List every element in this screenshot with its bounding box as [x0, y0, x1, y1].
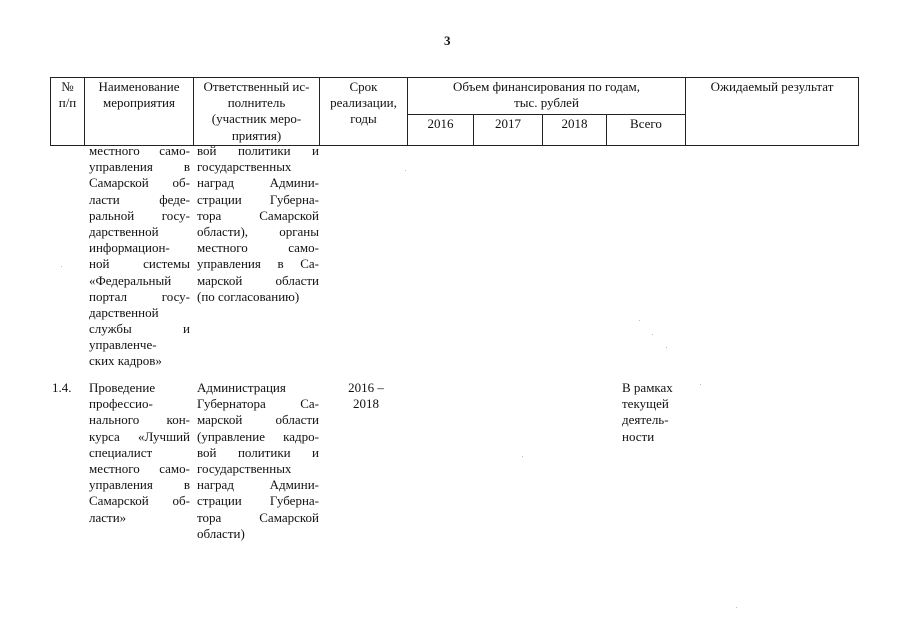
- row-2-num: 1.4.: [52, 380, 72, 395]
- scan-speck: [405, 170, 406, 171]
- scan-speck: [700, 384, 701, 385]
- row-2-responsible: Администрация Губернатора Са- марской области (управление кадро- вой политики и государственных наград Админи- страции Губерна- тора Самарской области): [197, 380, 319, 541]
- scan-speck: [736, 607, 737, 608]
- scan-speck: [639, 320, 640, 321]
- row-2-term: 2016 – 2018: [348, 380, 384, 412]
- header-year-2017: 2017: [474, 114, 543, 145]
- scan-speck: [666, 347, 667, 348]
- header-year-2018: 2018: [543, 114, 607, 145]
- row-2-total: В рамках текущей деятель- ности: [622, 380, 673, 444]
- header-year-total: Всего: [607, 114, 686, 145]
- scan-speck: [522, 456, 523, 457]
- page-number: 3: [444, 33, 451, 48]
- header-finance: Объем финансирования по годам, тыс. рублей: [408, 78, 686, 115]
- row-1-responsible: вой политики и государственных наград Админи- страции Губерна- тора Самарской области), органы местного само- управления в Са- марской области (по согласованию): [197, 143, 319, 304]
- header-year-2016: 2016: [408, 114, 474, 145]
- scan-speck: [61, 266, 62, 267]
- scan-speck: [652, 334, 653, 335]
- row-2-name: Проведение профессио- нального кон- курса «Лучший специалист местного само- управления в Самарской об- ласти»: [89, 380, 190, 525]
- header-num: № п/п: [51, 78, 85, 146]
- header-term: Срок реализации, годы: [320, 78, 408, 146]
- header-responsible: Ответственный ис- полнитель (участник меро- приятия): [194, 78, 320, 146]
- header-result: Ожидаемый результат: [686, 78, 859, 146]
- table-header: [50, 77, 859, 146]
- row-1-name: местного само- управления в Самарской об- ласти феде- ральной госу- дарственной информацион- ной системы «Федеральный портал госу- дарственной службы и управленче- ских кадров»: [89, 143, 190, 369]
- header-name: Наименование мероприятия: [85, 78, 194, 146]
